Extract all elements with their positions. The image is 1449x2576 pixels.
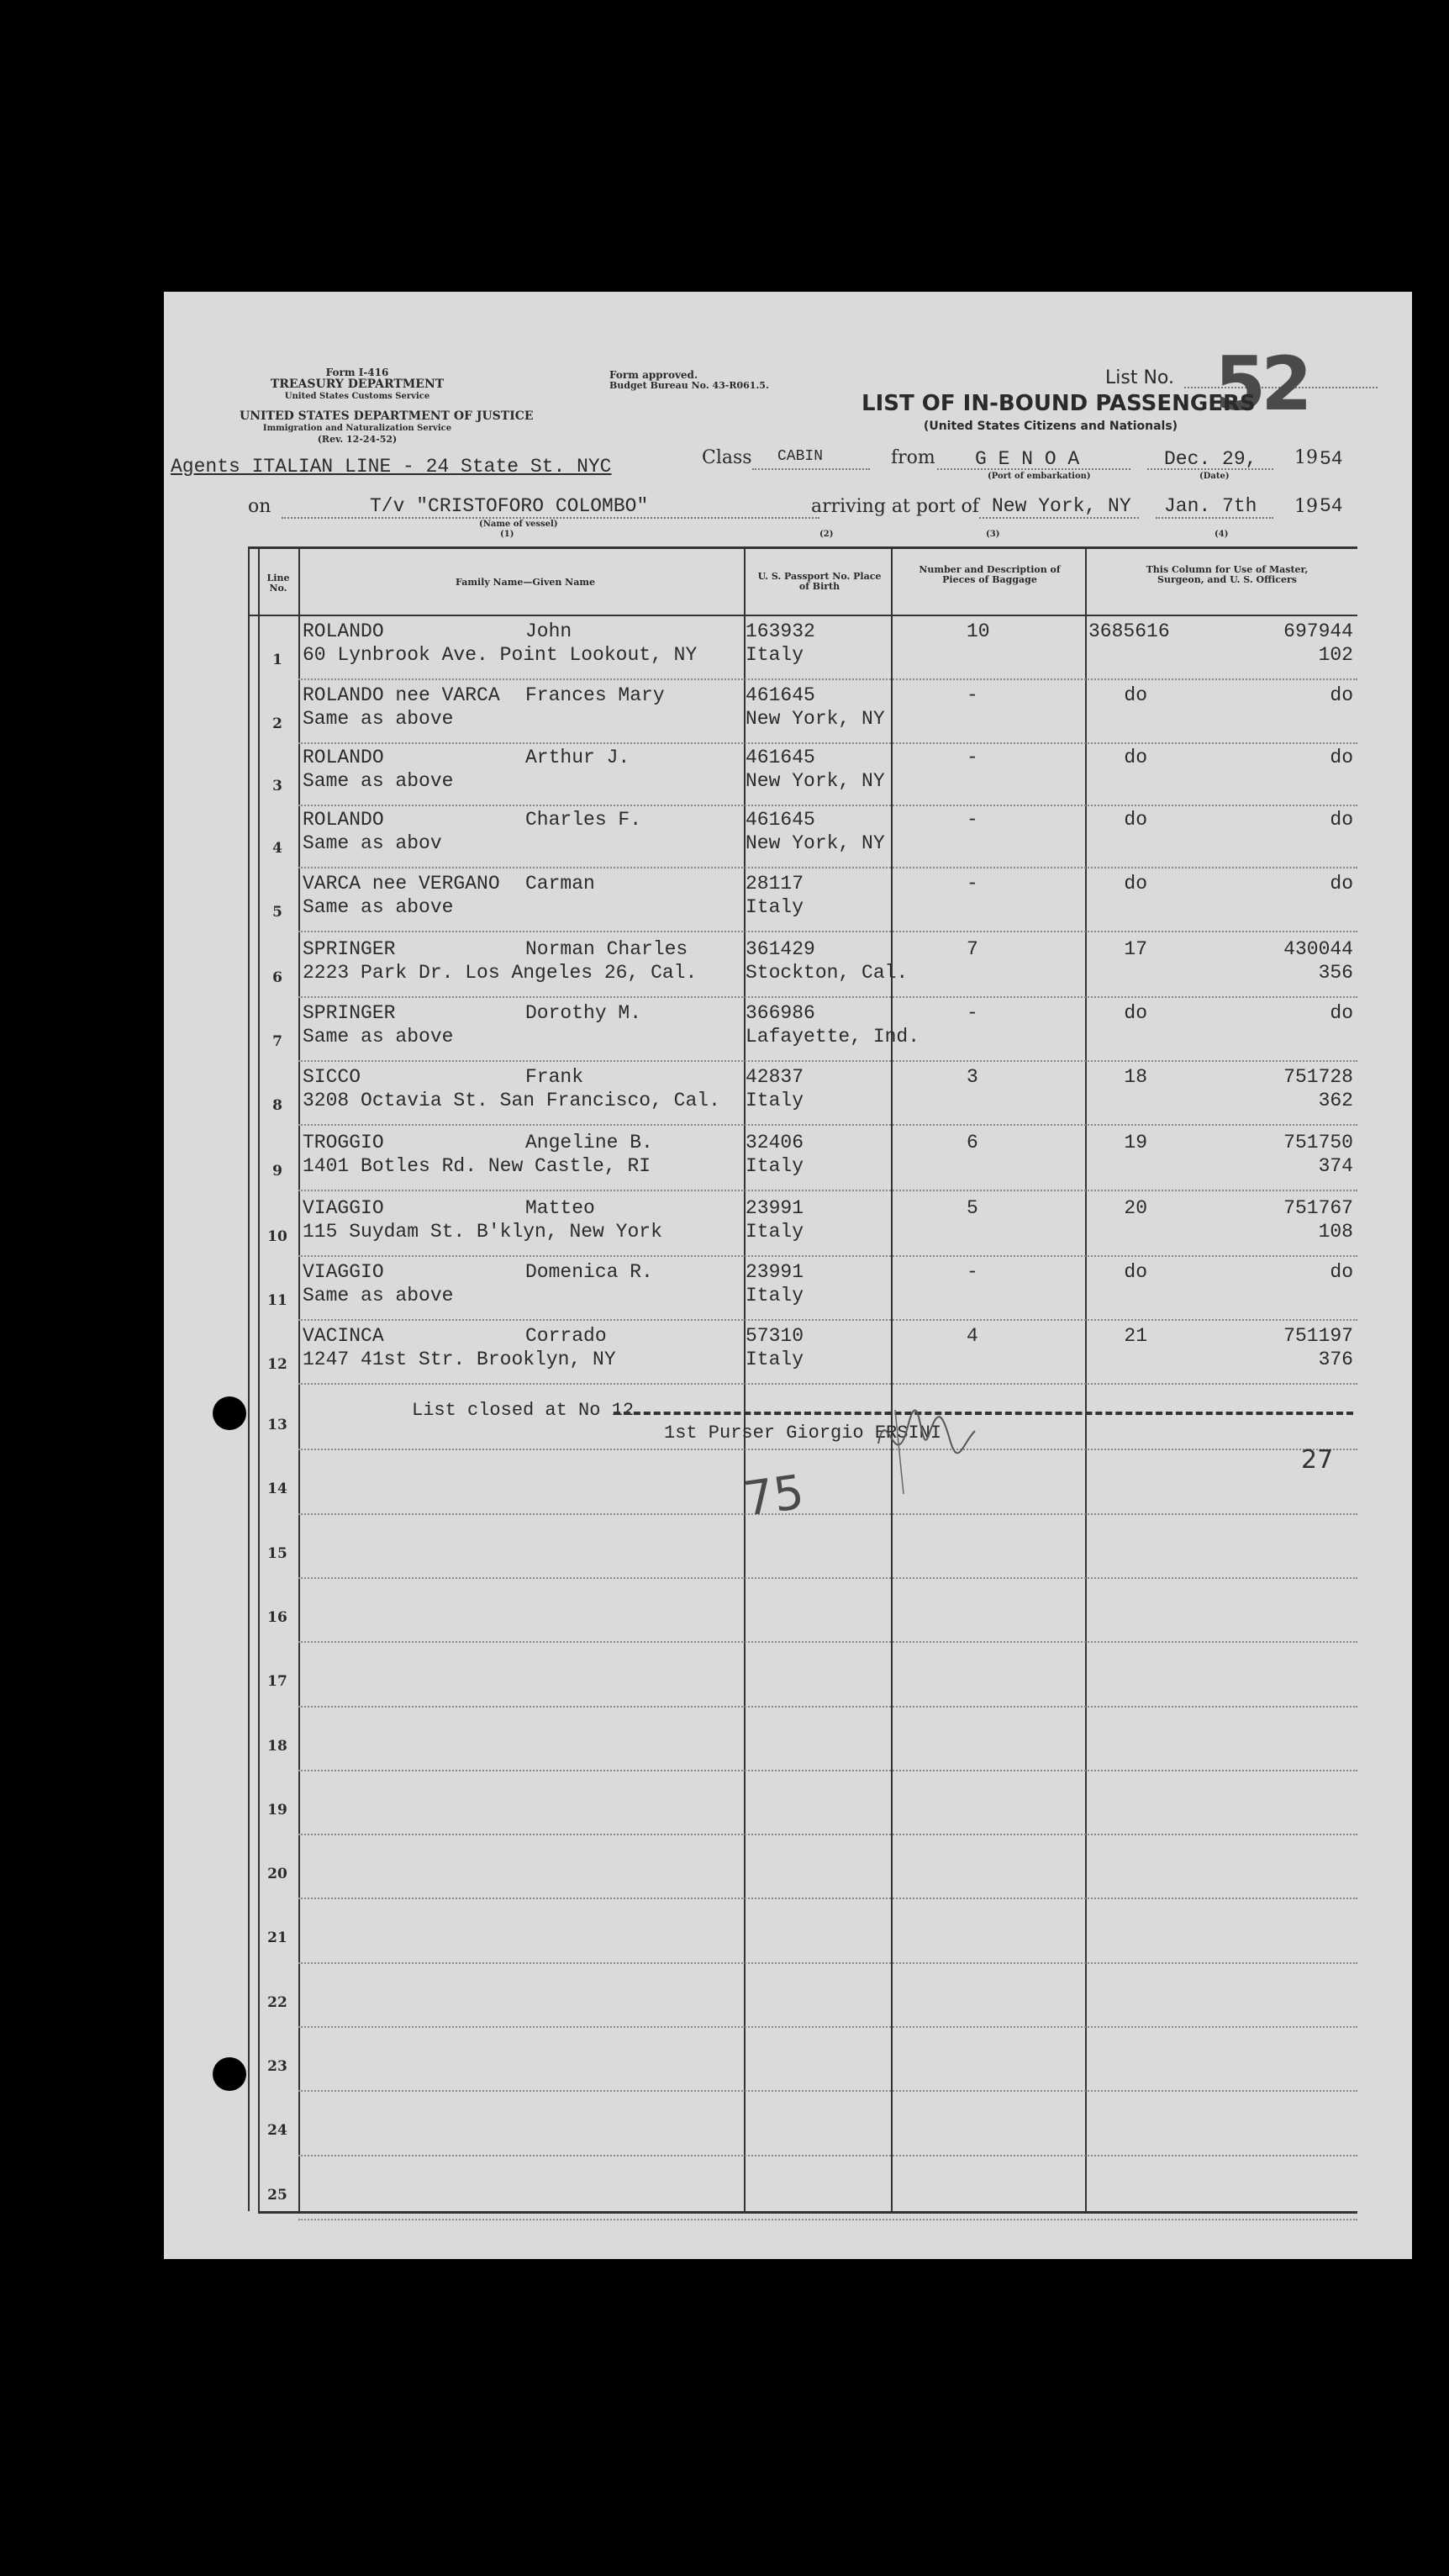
passport-number: 32406 [746, 1132, 804, 1153]
col-marker-4: (4) [1215, 530, 1229, 539]
form-number: Form I-416 [325, 367, 389, 378]
officer-code-2: do [1330, 809, 1353, 831]
place-of-birth: Italy [746, 1221, 804, 1243]
list-closed-note: List closed at No 12 [412, 1400, 635, 1421]
line-number: 13 [267, 1417, 287, 1433]
place-of-birth: New York, NY [746, 708, 885, 730]
list-number-stamp: 52 [1215, 340, 1308, 427]
customs-service: United States Customs Service [284, 392, 430, 401]
family-name: ROLANDO nee VARCA [303, 684, 500, 706]
officer-code-1: do [1124, 809, 1147, 831]
arrival-date: Jan. 7th [1164, 495, 1257, 517]
family-name: TROGGIO [303, 1132, 384, 1153]
address: Same as above [303, 708, 454, 730]
place-of-birth: Italy [746, 1285, 804, 1306]
header-line-no: Line No. [266, 573, 290, 594]
baggage-count: - [967, 747, 978, 768]
place-of-birth: Italy [746, 1155, 804, 1177]
officer-code-3: 102 [1318, 644, 1353, 666]
baggage-count: 3 [967, 1066, 978, 1088]
place-of-birth: Stockton, Cal. [746, 962, 909, 984]
officer-code-1: do [1124, 684, 1147, 706]
header-passport: U. S. Passport No. Place of Birth [757, 571, 882, 592]
line-number: 4 [272, 840, 282, 857]
passenger-count: 27 [1301, 1445, 1334, 1475]
passport-number: 461645 [746, 684, 815, 706]
dep-year-prefix: 19 [1294, 447, 1318, 468]
header-officers: This Column for Use of Master, Surgeon, and U. S. Officers [1146, 564, 1309, 585]
line-number: 25 [267, 2186, 287, 2204]
officer-code-2: do [1330, 747, 1353, 768]
given-name: Arthur J. [525, 747, 630, 768]
baggage-count: 4 [967, 1325, 978, 1347]
family-name: ROLANDO [303, 809, 384, 831]
baggage-count: - [967, 1002, 978, 1024]
officer-code-3: 356 [1318, 962, 1353, 984]
place-of-birth: Italy [746, 896, 804, 918]
officer-code-3: 376 [1318, 1349, 1353, 1370]
class-value: CABIN [777, 448, 824, 465]
line-number: 6 [272, 969, 282, 986]
col-marker-2: (2) [819, 530, 834, 539]
class-label: Class [702, 447, 752, 468]
officer-code-2: 751767 [1283, 1197, 1353, 1219]
officer-code-2: 751750 [1283, 1132, 1353, 1153]
line-number: 14 [267, 1481, 287, 1498]
passport-number: 361429 [746, 938, 815, 960]
baggage-count: 5 [967, 1197, 978, 1219]
address: Same as above [303, 896, 454, 918]
departure-date: Dec. 29, [1164, 448, 1257, 470]
given-name: Matteo [525, 1197, 595, 1219]
col-marker-3: (3) [986, 530, 1000, 539]
baggage-count: 7 [967, 938, 978, 960]
arrival-year: 54 [1320, 495, 1343, 517]
baggage-count: - [967, 809, 978, 831]
baggage-count: 10 [967, 620, 990, 642]
line-number: 23 [267, 2058, 287, 2075]
address: 2223 Park Dr. Los Angeles 26, Cal. [303, 962, 698, 984]
place-of-birth: Italy [746, 1090, 804, 1111]
passport-number: 461645 [746, 809, 815, 831]
address: 3208 Octavia St. San Francisco, Cal. [303, 1090, 720, 1111]
officer-code-2: 751728 [1283, 1066, 1353, 1088]
officer-code-1: do [1124, 873, 1147, 895]
given-name: Frank [525, 1066, 584, 1088]
line-number: 17 [267, 1673, 287, 1691]
baggage-count: - [967, 684, 978, 706]
manifest-page [164, 292, 1412, 2259]
ins-service: Immigration and Naturalization Service [262, 424, 452, 433]
place-of-birth: Italy [746, 644, 804, 666]
line-number: 2 [272, 715, 282, 732]
binder-hole-bottom [213, 2057, 246, 2091]
passport-number: 461645 [746, 747, 815, 768]
officer-code-3: 362 [1318, 1090, 1353, 1111]
form-revision: (Rev. 12-24-52) [317, 434, 398, 445]
line-number: 18 [267, 1737, 287, 1755]
line-number: 19 [267, 1801, 287, 1819]
family-name: SPRINGER [303, 938, 396, 960]
officer-code-2: do [1330, 1261, 1353, 1283]
family-name: SPRINGER [303, 1002, 396, 1024]
officer-code-1: 17 [1124, 938, 1147, 960]
given-name: Charles F. [525, 809, 642, 831]
line-number: 20 [267, 1866, 287, 1883]
family-name: VIAGGIO [303, 1261, 384, 1283]
given-name: Frances Mary [525, 684, 665, 706]
officer-code-1: 19 [1124, 1132, 1147, 1153]
treasury-dept: TREASURY DEPARTMENT [270, 377, 445, 391]
line-number: 7 [272, 1033, 282, 1050]
budget-bureau: Budget Bureau No. 43-R061.5. [609, 380, 769, 391]
agents-line: Agents ITALIAN LINE - 24 State St. NYC [171, 456, 612, 478]
form-approved: Form approved. [609, 369, 698, 381]
line-number: 22 [267, 1993, 287, 2011]
address: Same as abov [303, 832, 442, 854]
vessel-name: T/v "CRISTOFORO COLOMBO" [370, 495, 649, 517]
arriving-label: arriving at port of [811, 496, 979, 517]
line-number: 3 [272, 778, 282, 794]
family-name: ROLANDO [303, 747, 384, 768]
passport-number: 28117 [746, 873, 804, 895]
officer-code-1: 20 [1124, 1197, 1147, 1219]
officer-code-2: 430044 [1283, 938, 1353, 960]
address: 1401 Botles Rd. New Castle, RI [303, 1155, 651, 1177]
line-number: 16 [267, 1608, 287, 1626]
embark-caption: (Port of embarkation) [988, 472, 1091, 481]
address: 60 Lynbrook Ave. Point Lookout, NY [303, 644, 698, 666]
officer-code-1: 18 [1124, 1066, 1147, 1088]
place-of-birth: Lafayette, Ind. [746, 1026, 920, 1048]
line-number: 1 [272, 652, 282, 668]
place-of-birth: Italy [746, 1349, 804, 1370]
baggage-count: - [967, 1261, 978, 1283]
address: Same as above [303, 770, 454, 792]
purser-signature: 1st Purser Giorgio ERSINI [664, 1423, 942, 1444]
baggage-count: - [967, 873, 978, 895]
given-name: Carman [525, 873, 595, 895]
family-name: ROLANDO [303, 620, 384, 642]
given-name: John [525, 620, 572, 642]
departure-year: 54 [1320, 448, 1343, 470]
officer-code-1: do [1124, 747, 1147, 768]
officer-code-1: do [1124, 1002, 1147, 1024]
officer-code-2: do [1330, 873, 1353, 895]
arrival-port: New York, NY [992, 495, 1131, 517]
vessel-caption: (Name of vessel) [479, 520, 558, 529]
form-title: LIST OF IN-BOUND PASSENGERS [861, 391, 1256, 416]
family-name: SICCO [303, 1066, 361, 1088]
line-number: 8 [272, 1097, 282, 1114]
officer-code-2: do [1330, 1002, 1353, 1024]
officer-code-2: 697944 [1283, 620, 1353, 642]
line-number: 9 [272, 1163, 282, 1180]
given-name: Norman Charles [525, 938, 688, 960]
line-number: 5 [272, 904, 282, 921]
address: 1247 41st Str. Brooklyn, NY [303, 1349, 616, 1370]
from-label: from [891, 447, 935, 468]
line-number: 12 [267, 1356, 287, 1373]
col-marker-1: (1) [500, 530, 514, 539]
passport-number: 23991 [746, 1261, 804, 1283]
officer-code-1: 3685616 [1088, 620, 1170, 642]
place-of-birth: New York, NY [746, 832, 885, 854]
address: Same as above [303, 1026, 454, 1048]
line-number: 24 [267, 2122, 287, 2140]
line-number: 11 [267, 1292, 287, 1309]
passport-number: 23991 [746, 1197, 804, 1219]
officer-code-3: 108 [1318, 1221, 1353, 1243]
given-name: Angeline B. [525, 1132, 653, 1153]
officer-code-1: do [1124, 1261, 1147, 1283]
officer-code-1: 21 [1124, 1325, 1147, 1347]
header-name: Family Name—Given Name [456, 577, 595, 588]
binder-hole-top [213, 1396, 246, 1430]
on-label: on [248, 496, 271, 517]
baggage-count: 6 [967, 1132, 978, 1153]
family-name: VIAGGIO [303, 1197, 384, 1219]
embark-port: G E N O A [975, 448, 1080, 470]
officer-code-2: do [1330, 684, 1353, 706]
passport-number: 163932 [746, 620, 815, 642]
arr-year-prefix: 19 [1294, 496, 1318, 517]
header-baggage: Number and Description of Pieces of Baggage [919, 564, 1061, 585]
address: 115 Suydam St. B'klyn, New York [303, 1221, 662, 1243]
list-no-label: List No. [1105, 367, 1174, 388]
given-name: Domenica R. [525, 1261, 653, 1283]
line-number: 21 [267, 1929, 287, 1947]
handwritten-signature [870, 1393, 979, 1502]
date-caption: (Date) [1199, 472, 1230, 481]
given-name: Corrado [525, 1325, 607, 1347]
family-name: VACINCA [303, 1325, 384, 1347]
passport-number: 366986 [746, 1002, 815, 1024]
passport-number: 57310 [746, 1325, 804, 1347]
line-number: 10 [267, 1228, 287, 1245]
line-number: 15 [267, 1544, 287, 1562]
passport-number: 42837 [746, 1066, 804, 1088]
place-of-birth: New York, NY [746, 770, 885, 792]
officer-code-2: 751197 [1283, 1325, 1353, 1347]
officer-code-3: 374 [1318, 1155, 1353, 1177]
family-name: VARCA nee VERGANO [303, 873, 500, 895]
justice-dept: UNITED STATES DEPARTMENT OF JUSTICE [240, 409, 534, 423]
address: Same as above [303, 1285, 454, 1306]
form-subtitle: (United States Citizens and Nationals) [923, 420, 1178, 433]
handwritten-mark: 75 [740, 1465, 808, 1528]
given-name: Dorothy M. [525, 1002, 642, 1024]
